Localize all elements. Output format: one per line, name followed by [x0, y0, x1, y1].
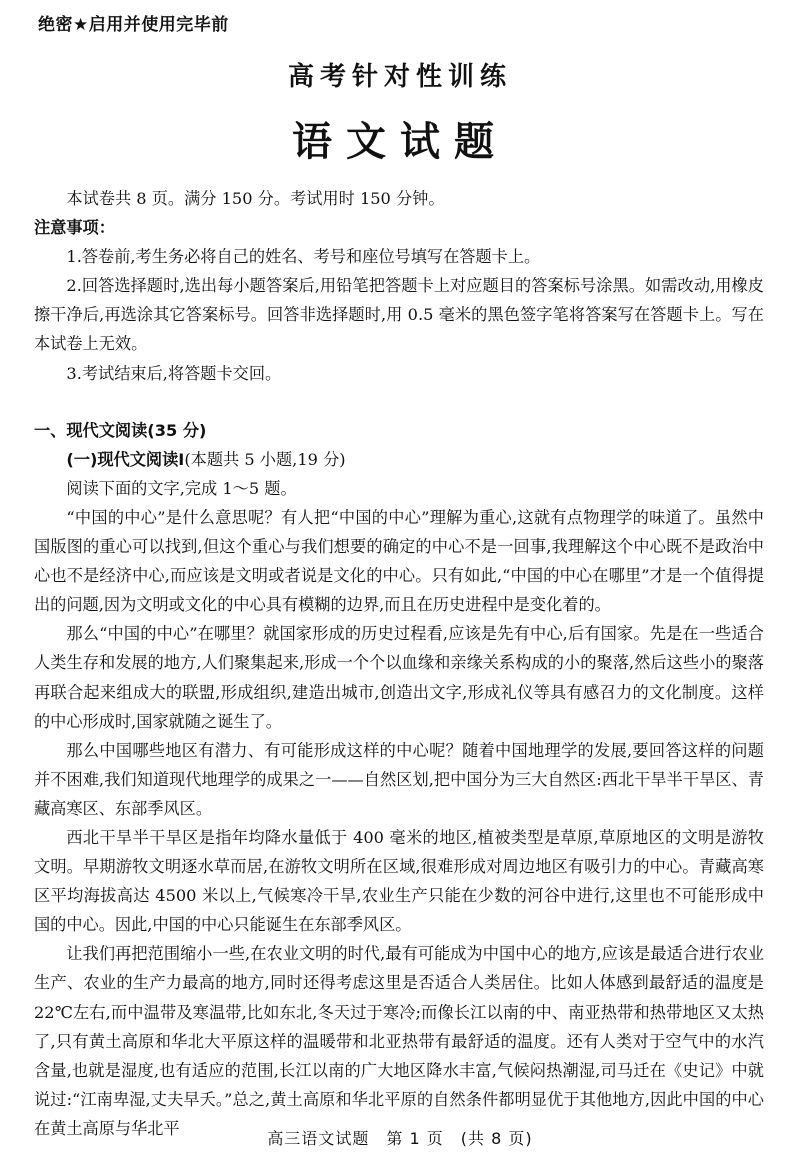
sub-heading-title: (一)现代文阅读Ⅰ [66, 449, 185, 469]
sub-heading-detail: (本题共 5 小题,19 分) [184, 449, 346, 469]
section-heading: 一、现代文阅读(35 分) [34, 420, 207, 440]
notice-item-1: 1.答卷前,考生务必将自己的姓名、考号和座位号填写在答题卡上。 [66, 247, 541, 267]
passage-paragraph-3: 那么中国哪些地区有潜力、有可能形成这样的中心呢？随着中国地理学的发展,要回答这样的问题并不困难,我们知道现代地理学的成果之一——自然区划,把中国分为三大自然区:西北干旱半干旱区、青藏高寒区、东部季风区。 [34, 740, 764, 818]
section-spacer [34, 388, 764, 416]
notice-heading: 注意事项： [34, 218, 115, 238]
confidential-label: 绝密★启用并使用完毕前 [38, 15, 229, 35]
notice-item-3: 3.考试结束后,将答题卡交回。 [66, 363, 282, 383]
reading-instruction: 阅读下面的文字,完成 1～5 题。 [66, 478, 297, 498]
passage-paragraph-2: 那么“中国的中心”在哪里？就国家形成的历史过程看,应该是先有中心,后有国家。先是在一些适合人类生存和发展的地方,人们聚集起来,形成一个个以血缘和亲缘关系构成的小的聚落,然后这些小的聚落再联合起来组成大的联盟,形成组织,建造出城市,创造出文字,形成礼仪等具有感召力的文化制度。这样的中心形成时,国家就随之诞生了。 [34, 624, 764, 731]
exam-subtitle: 高考针对性训练 [287, 62, 512, 92]
sub-heading [34, 445, 764, 474]
exam-title: 语文试题 [292, 119, 508, 165]
page-footer: 高三语文试题 第 1 页 (共 8 页) [267, 1129, 533, 1148]
passage-paragraph-5: 让我们再把范围缩小一些,在农业文明的时代,最有可能成为中国中心的地方,应该是最适合进行农业生产、农业的生产力最高的地方,同时还得考虑这里是否适合人类居住。比如人体感到最舒适的温度是 22℃左右,而中温带及寒温带,比如东北,冬天过于寒冷;而像长江以南的中、南亚热带和热带地区又太热了,只有黄土高原和华北大平原这样的温暖带和北亚热带有最舒适的温度。还有人类对于空气中的水汽含量,也就是湿度,也有适应的范围,长江以南的广大地区降水丰富,气候闷热潮湿,司马迁在《史记》中就说过:“江南卑湿,丈夫早夭。”总之,黄土高原和华北平原的自然条件都明显优于其他地方,因此中国的中心在黄土高原与华北平 [34, 944, 764, 1138]
notice-item-2: 2.回答选择题时,选出每小题答案后,用铅笔把答题卡上对应题目的答案标号涂黑。如需改动,用橡皮擦干净后,再选涂其它答案标号。回答非选择题时,用 0.5 毫米的黑色签字笔将答案写在答题卡上。写在本试卷上无效。 [34, 276, 764, 354]
passage-paragraph-4: 西北干旱半干旱区是指年均降水量低于 400 毫米的地区,植被类型是草原,草原地区的文明是游牧文明。早期游牧文明逐水草而居,在游牧文明所在区域,很难形成对周边地区有吸引力的中心。青藏高寒区平均海拔高达 4500 米以上,气候寒冷干旱,农业生产只能在少数的河谷中进行,这里也不可能形成中国的中心。因此,中国的中心只能诞生在东部季风区。 [34, 827, 764, 935]
intro-line: 本试卷共 8 页。满分 150 分。考试用时 150 分钟。 [66, 189, 445, 208]
exam-body [34, 184, 764, 1143]
passage-paragraph-1: “中国的中心”是什么意思呢？有人把“中国的中心”理解为重心,这就有点物理学的味道了。虽然中国版图的重心可以找到,但这个重心与我们想要的确定的中心不是一回事,我理解这个中心既不是政治中心也不是经济中心,而应该是文明或者说是文化的中心。只有如此,“中国的中心在哪里”才是一个值得提出的问题,因为文明或文化的中心具有模糊的边界,而且在历史进程中是变化着的。 [34, 507, 764, 615]
